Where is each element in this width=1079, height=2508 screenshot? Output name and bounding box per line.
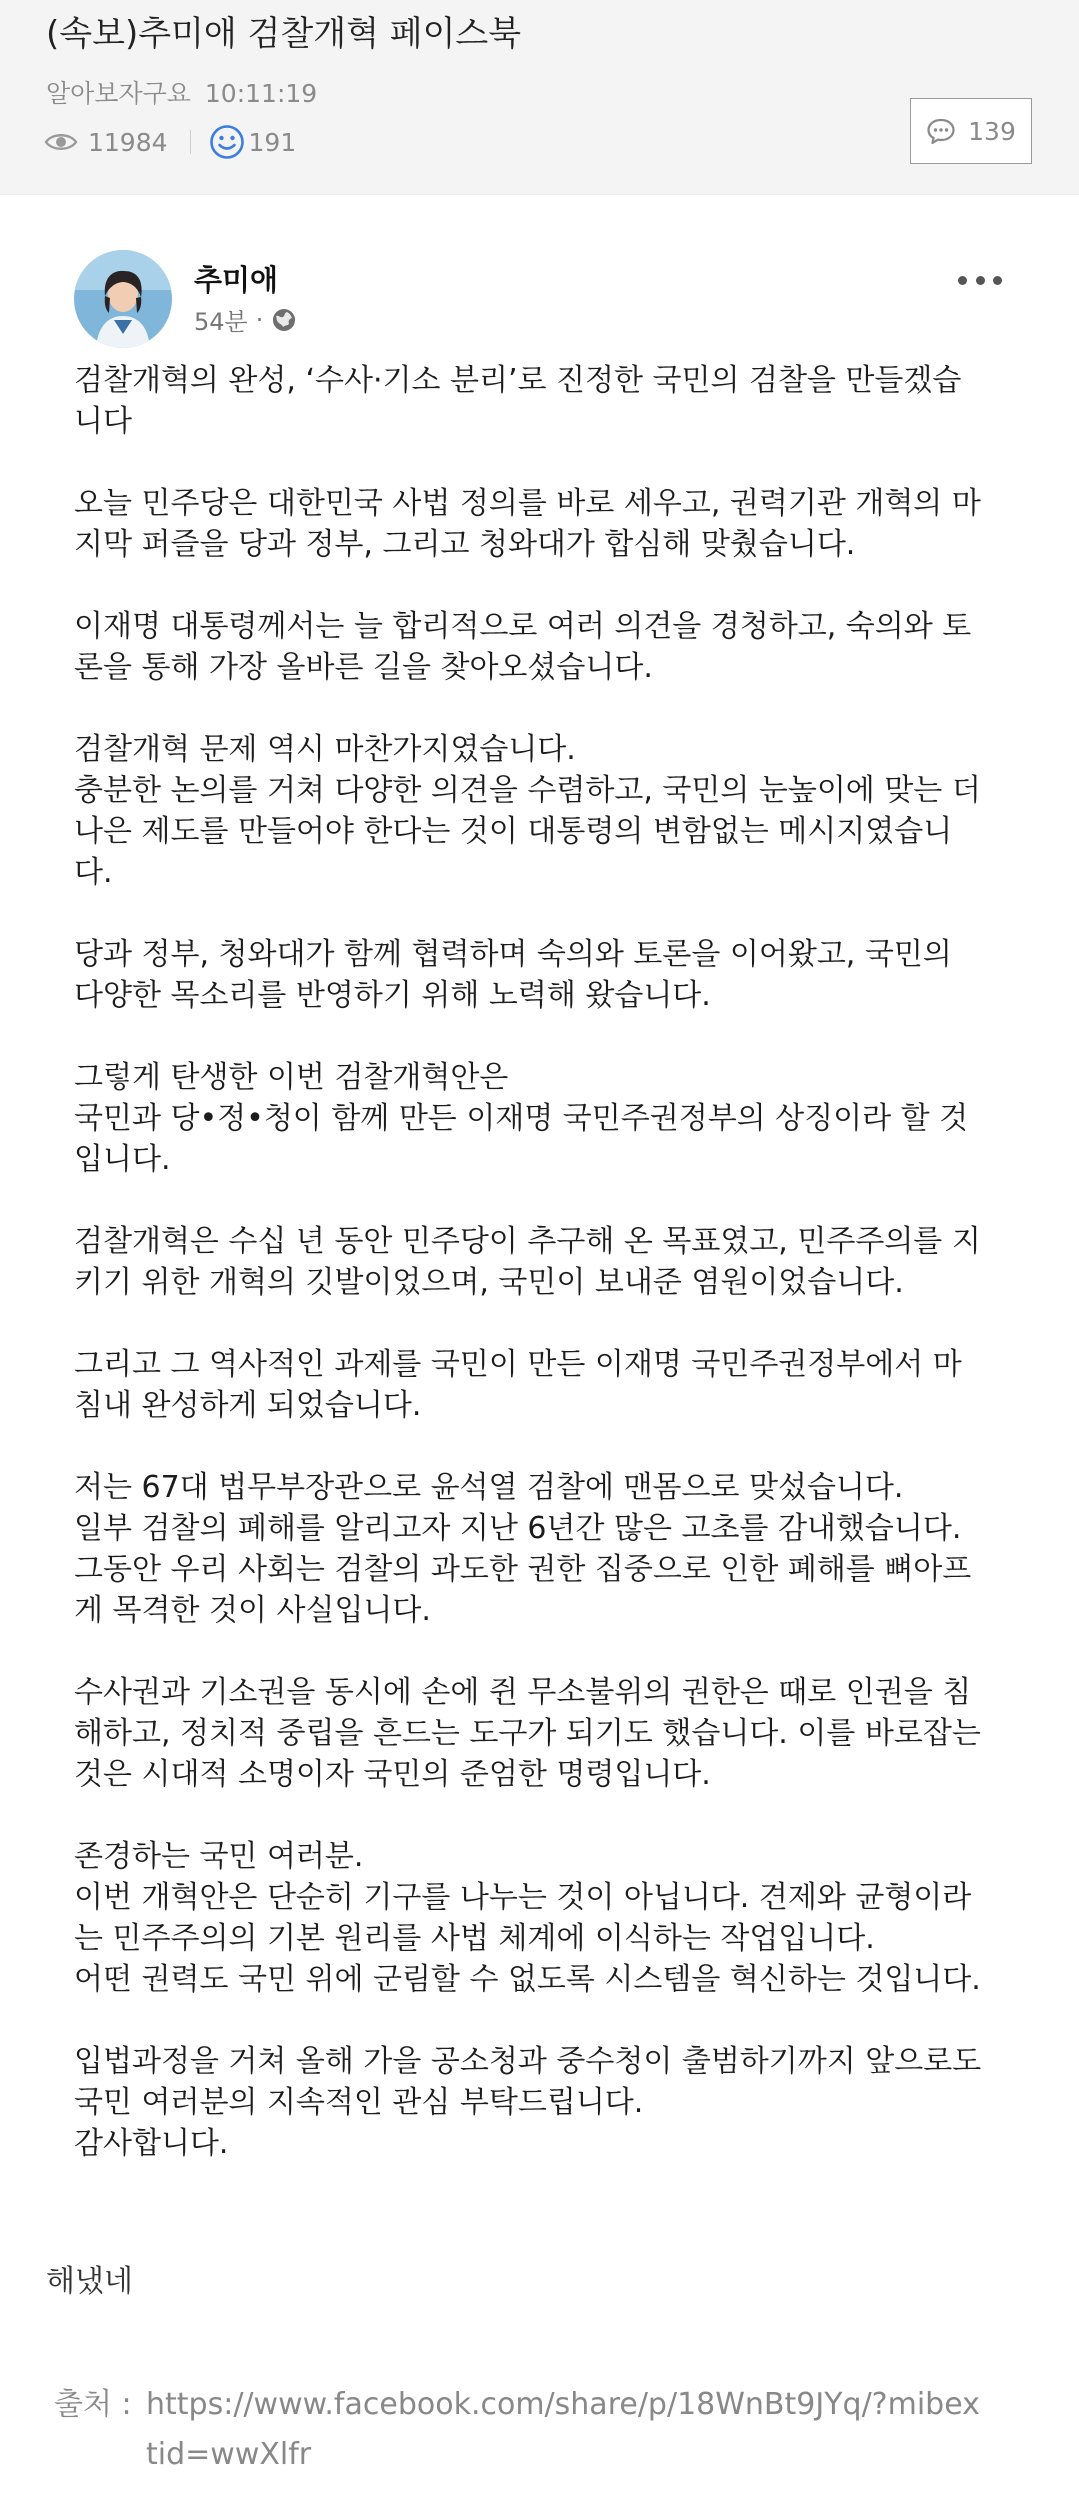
- comment-count-button[interactable]: [910, 98, 1032, 164]
- text-line: 충분한 논의를 거쳐 다양한 의견을 수렴하고, 국민의 눈높이에 맞는 더: [74, 773, 981, 808]
- comment-icon: [926, 117, 956, 145]
- text-line: 침내 완성하게 되었습니다.: [74, 1388, 422, 1423]
- user-comment-text: 해냈네: [46, 2264, 133, 2299]
- text-line: 다.: [74, 855, 113, 890]
- post-paragraph: [74, 1836, 1034, 2000]
- text-line: 오늘 민주당은 대한민국 사법 정의를 바로 세우고, 권력기관 개혁의 마: [74, 486, 981, 521]
- text-line: 키기 위한 개혁의 깃발이었으며, 국민이 보내준 염원이었습니다.: [74, 1265, 904, 1300]
- text-line: 입니다.: [74, 1142, 171, 1177]
- article-time: 10:11:19: [204, 79, 318, 108]
- post-body: [74, 360, 1034, 2205]
- comment-count: 139: [968, 116, 1016, 146]
- post-paragraph: [74, 934, 1034, 1016]
- source-url-line: https://www.facebook.com/share/p/18WnBt9JYq/?mibex: [146, 2387, 980, 2422]
- text-line: 것은 시대적 소명이자 국민의 준엄한 명령입니다.: [74, 1757, 711, 1792]
- text-line: 그동안 우리 사회는 검찰의 과도한 권한 집중으로 인한 폐해를 뼈아프: [74, 1552, 972, 1587]
- text-line: 론을 통해 가장 올바른 길을 찾아오셨습니다.: [74, 650, 653, 685]
- post-paragraph: [74, 2041, 1034, 2164]
- smile-icon[interactable]: [209, 124, 245, 160]
- post-paragraph: [74, 360, 1034, 442]
- meta-dot: ·: [255, 305, 264, 334]
- text-line: 검찰개혁 문제 역시 마찬가지였습니다.: [74, 732, 576, 767]
- post-paragraph: [74, 606, 1034, 688]
- source-link[interactable]: [146, 2380, 980, 2480]
- text-line: 그렇게 탄생한 이번 검찰개혁안은: [74, 1060, 509, 1095]
- source-label: 출처 :: [54, 2387, 132, 2422]
- stats-divider: [190, 130, 191, 154]
- post-meta: [194, 302, 297, 337]
- text-line: 입법과정을 거쳐 올해 가을 공소청과 중수청이 출범하기까지 앞으로도: [74, 2044, 982, 2079]
- like-count: 191: [248, 127, 297, 157]
- text-line: 니다: [74, 404, 132, 439]
- globe-icon: [271, 307, 297, 333]
- more-dot: [993, 276, 1002, 285]
- post-paragraph: [74, 1057, 1034, 1180]
- post-paragraph: [74, 729, 1034, 893]
- post-paragraph: [74, 1672, 1034, 1795]
- more-dot: [976, 276, 985, 285]
- avatar[interactable]: [74, 250, 172, 348]
- source-line: [54, 2380, 980, 2480]
- text-line: 어떤 권력도 국민 위에 군림할 수 없도록 시스템을 혁신하는 것입니다.: [74, 1962, 981, 1997]
- more-dot: [958, 276, 967, 285]
- eye-icon: [44, 130, 78, 154]
- text-line: 수사권과 기소권을 동시에 손에 쥔 무소불위의 권한은 때로 인권을 침: [74, 1675, 972, 1710]
- more-dots-icon[interactable]: [958, 272, 1002, 288]
- source-url-line: tid=wwXlfr: [146, 2437, 312, 2472]
- article-header: [0, 0, 1079, 195]
- text-line: 이번 개혁안은 단순히 기구를 나누는 것이 아닙니다. 견제와 균형이라: [74, 1880, 972, 1915]
- text-line: 국민 여러분의 지속적인 관심 부탁드립니다.: [74, 2085, 644, 2120]
- text-line: 는 민주주의의 기본 원리를 사법 체계에 이식하는 작업입니다.: [74, 1921, 875, 1956]
- text-line: 이재명 대통령께서는 늘 합리적으로 여러 의견을 경청하고, 숙의와 토: [74, 609, 972, 644]
- article-meta: [46, 74, 317, 110]
- text-line: 나은 제도를 만들어야 한다는 것이 대통령의 변함없는 메시지였습니: [74, 814, 953, 849]
- text-line: 다양한 목소리를 반영하기 위해 노력해 왔습니다.: [74, 978, 711, 1013]
- post-paragraph: [74, 1344, 1034, 1426]
- text-line: 게 목격한 것이 사실입니다.: [74, 1593, 431, 1628]
- avatar-photo: [74, 250, 172, 348]
- post-age[interactable]: 54분: [194, 308, 248, 336]
- article-stats: [44, 124, 296, 160]
- text-line: 국민과 당•정•청이 함께 만든 이재명 국민주권정부의 상징이라 할 것: [74, 1101, 969, 1136]
- post-paragraph: [74, 1221, 1034, 1303]
- text-line: 일부 검찰의 폐해를 알리고자 지난 6년간 많은 고초를 감내했습니다.: [74, 1511, 962, 1546]
- text-line: 검찰개혁은 수십 년 동안 민주당이 추구해 온 목표였고, 민주주의를 지: [74, 1224, 981, 1259]
- text-line: 지막 퍼즐을 당과 정부, 그리고 청와대가 합심해 맞췄습니다.: [74, 527, 856, 562]
- text-line: 그리고 그 역사적인 과제를 국민이 만든 이재명 국민주권정부에서 마: [74, 1347, 962, 1382]
- post-paragraph: [74, 1467, 1034, 1631]
- article-title: (속보)추미애 검찰개혁 페이스북: [46, 14, 522, 54]
- text-line: 당과 정부, 청와대가 함께 협력하며 숙의와 토론을 이어왔고, 국민의: [74, 937, 952, 972]
- article-author[interactable]: 알아보자구요: [46, 79, 191, 108]
- text-line: 저는 67대 법무부장관으로 윤석열 검찰에 맨몸으로 맞섰습니다.: [74, 1470, 904, 1505]
- post-paragraph: [74, 483, 1034, 565]
- text-line: 해하고, 정치적 중립을 흔드는 도구가 되기도 했습니다. 이를 바로잡는: [74, 1716, 981, 1751]
- text-line: 검찰개혁의 완성, ‘수사·기소 분리’로 진정한 국민의 검찰을 만들겠습: [74, 363, 962, 398]
- text-line: 감사합니다.: [74, 2126, 229, 2161]
- text-line: 존경하는 국민 여러분.: [74, 1839, 364, 1874]
- post-author[interactable]: 추미애: [194, 263, 279, 297]
- view-count: 11984: [88, 127, 168, 157]
- facebook-post: [28, 202, 1051, 2240]
